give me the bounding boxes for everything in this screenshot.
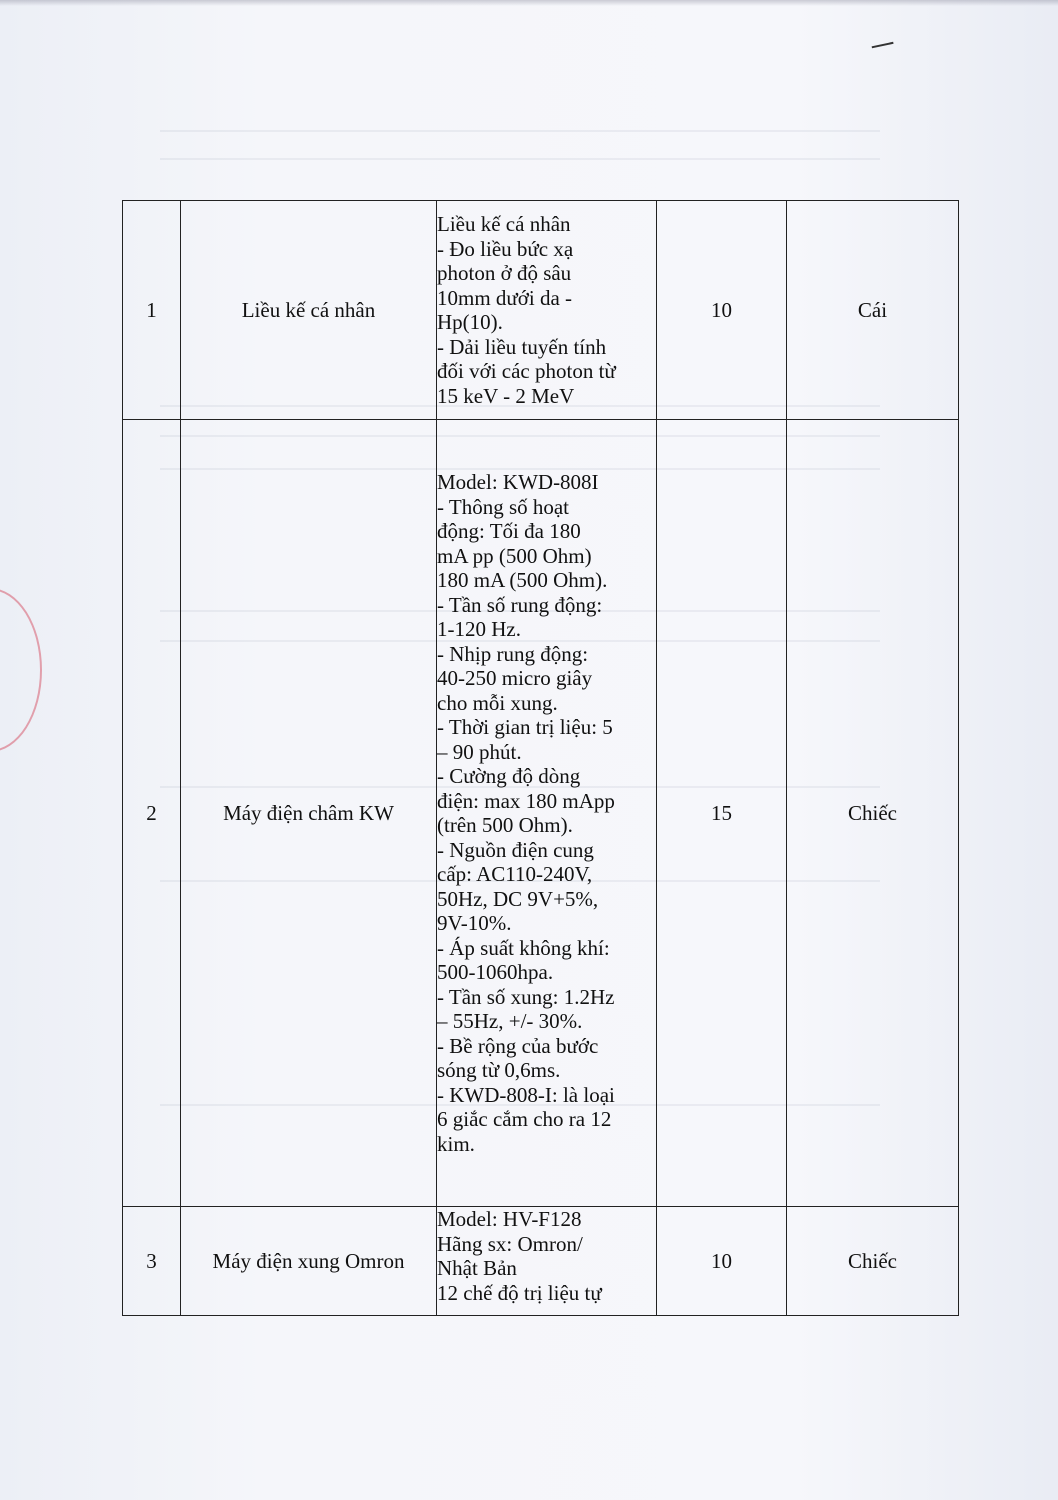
- spec-line: - Áp suất không khí:: [437, 935, 610, 960]
- spec-line: 1-120 Hz.: [437, 617, 521, 641]
- spec-line: - Dải liều tuyến tính: [437, 334, 607, 359]
- spec-line: 40-250 micro giây: [437, 666, 593, 690]
- spec-line: - KWD-808-I: là loại: [437, 1082, 615, 1107]
- row-number: 2: [123, 420, 181, 1207]
- item-name: Liều kế cá nhân: [181, 201, 437, 420]
- spec-line: - Thông số hoạt: [437, 494, 570, 519]
- spec-line: 180 mA (500 Ohm).: [437, 568, 608, 592]
- table-row: [123, 420, 959, 1207]
- spec-line: – 55Hz, +/- 30%.: [437, 1009, 583, 1033]
- item-spec: [437, 201, 657, 420]
- spec-line: - Bề rộng của bước: [437, 1033, 599, 1058]
- spec-line: mA pp (500 Ohm): [437, 543, 592, 568]
- spec-line: Liều kế cá nhân: [437, 212, 571, 236]
- spec-line: - Cường độ dòng: [437, 764, 581, 788]
- pen-mark: [872, 42, 895, 52]
- item-quantity: 10: [657, 1207, 787, 1316]
- spec-line: Model: KWD-808I: [437, 470, 599, 494]
- spec-line: cấp: AC110-240V,: [437, 862, 593, 886]
- item-spec: [437, 1207, 657, 1316]
- item-spec: [437, 420, 657, 1207]
- spec-line: Nhật Bản: [437, 1256, 517, 1280]
- spec-line: kim.: [437, 1131, 475, 1156]
- row-number: 1: [123, 201, 181, 420]
- item-unit: Cái: [787, 201, 959, 420]
- spec-line: Hãng sx: Omron/: [437, 1231, 583, 1256]
- spec-line: 6 giắc cắm cho ra 12: [437, 1107, 612, 1131]
- spec-line: sóng từ 0,6ms.: [437, 1058, 561, 1082]
- scan-top-edge: [0, 0, 1058, 6]
- spec-line: 9V-10%.: [437, 911, 512, 935]
- bleed-through-line: [160, 130, 880, 132]
- spec-line: đối với các photon từ: [437, 359, 616, 383]
- spec-line: 10mm dưới da -: [437, 285, 573, 310]
- item-unit: Chiếc: [787, 1207, 959, 1316]
- row-number: 3: [123, 1207, 181, 1316]
- spec-line: - Tần số rung động:: [437, 592, 603, 617]
- spec-line: - Tần số xung: 1.2Hz: [437, 984, 615, 1009]
- item-quantity: 10: [657, 201, 787, 420]
- item-name: Máy điện xung Omron: [181, 1207, 437, 1316]
- spec-line: Model: HV-F128: [437, 1207, 582, 1231]
- spec-line: 500-1060hpa.: [437, 960, 554, 984]
- item-unit: Chiếc: [787, 420, 959, 1207]
- spec-line: – 90 phút.: [437, 739, 522, 764]
- spec-line: 15 keV - 2 MeV: [437, 383, 575, 408]
- spec-line: - Thời gian trị liệu: 5: [437, 715, 613, 739]
- item-quantity: 15: [657, 420, 787, 1207]
- spec-line: - Nguồn điện cung: [437, 837, 594, 862]
- spec-line: Hp(10).: [437, 310, 503, 334]
- spec-line: photon ở độ sâu: [437, 261, 572, 285]
- spec-line: - Đo liều bức xạ: [437, 236, 574, 261]
- spec-line: cho mỗi xung.: [437, 690, 558, 715]
- spec-line: động: Tối đa 180: [437, 519, 581, 543]
- spec-line: điện: max 180 mApp: [437, 788, 615, 813]
- spec-line: (trên 500 Ohm).: [437, 813, 573, 837]
- item-name: Máy điện châm KW: [181, 420, 437, 1207]
- red-stamp-partial: [0, 588, 42, 752]
- bleed-through-line: [160, 158, 880, 160]
- table-row: [123, 1207, 959, 1316]
- spec-line: 12 chế độ trị liệu tự: [437, 1280, 602, 1305]
- spec-line: 50Hz, DC 9V+5%,: [437, 886, 599, 911]
- table-row: [123, 201, 959, 420]
- spec-line: - Nhịp rung động:: [437, 641, 589, 666]
- equipment-table: [122, 200, 959, 1316]
